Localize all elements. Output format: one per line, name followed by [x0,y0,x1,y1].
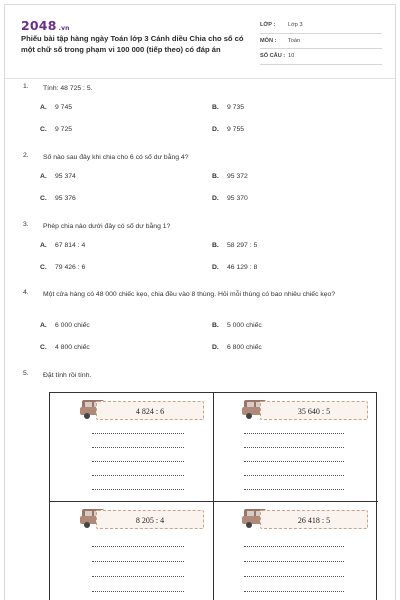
question-number: 4. [23,289,29,296]
option-letter: B. [212,104,219,111]
option-letter: C. [40,126,47,133]
meta-key: SỐ CÂU : [260,53,286,59]
division-expression: 4 824 : 6 [135,407,165,416]
option-letter: B. [212,322,219,329]
logo-tld: .vn [58,25,70,32]
meta-row-count [260,49,382,65]
question-number: 2. [23,152,29,159]
calc-cell-2 [214,393,378,501]
option-letter: D. [212,344,219,351]
option-value: 79 426 : 6 [55,264,86,271]
question-number: 1. [23,83,29,90]
calc-cell-4 [214,502,378,600]
option-letter: B. [212,242,219,249]
option-letter: D. [212,264,219,271]
answer-line[interactable] [244,591,344,592]
worksheet-meta [260,18,382,65]
meta-row-class [260,18,382,34]
division-expression-box [96,401,204,420]
option-value: 9 745 [55,104,73,111]
answer-line[interactable] [244,561,344,562]
division-expression-box [260,401,368,420]
question-text: Số nào sau đây khi chia cho 6 có số dư bằng 4? [43,154,189,161]
question-text: Phép chia nào dưới đây có số dư bằng 1? [43,223,171,230]
option-letter: A. [40,104,47,111]
worksheet-title: Phiếu bài tập hàng ngày Toán lớp 3 Cánh diều Chia cho số có một chữ số trong phạm vi 100 000 (tiếp theo) có đáp án [21,34,244,54]
answer-line[interactable] [92,576,184,577]
meta-value: Toán [288,37,301,44]
option-value: 95 376 [55,195,76,202]
option-value: 95 372 [227,173,248,180]
option-value: 46 129 : 8 [227,264,258,271]
option-letter: C. [40,195,47,202]
answer-line[interactable] [92,447,184,448]
option-value: 9 735 [227,104,245,111]
answer-line[interactable] [244,447,344,448]
meta-key: LỚP : [260,22,276,28]
option-letter: D. [212,126,219,133]
option-value: 58 297 : 5 [227,242,258,249]
answer-line[interactable] [244,461,344,462]
option-value: 9 725 [55,126,73,133]
answer-line[interactable] [244,475,344,476]
option-value: 4 800 chiếc [55,344,90,351]
calculation-table [49,392,377,600]
option-letter: C. [40,344,47,351]
option-value: 67 814 : 4 [55,242,86,249]
question-number: 3. [23,221,29,228]
calc-cell-1 [50,393,213,501]
answer-line[interactable] [92,461,184,462]
option-letter: D. [212,195,219,202]
answer-line[interactable] [92,591,184,592]
option-value: 6 000 chiếc [55,322,90,329]
logo-text: 2048 [21,18,57,33]
answer-line[interactable] [244,433,344,434]
option-letter: B. [212,173,219,180]
answer-line[interactable] [244,546,344,547]
meta-value: Lớp 3 [288,22,303,28]
site-logo[interactable] [21,18,70,33]
option-letter: A. [40,242,47,249]
answer-line[interactable] [92,489,184,490]
option-letter: A. [40,322,47,329]
division-expression-box [96,510,204,529]
question-text: Một cửa hàng có 48 000 chiếc kẹo, chia đều vào 8 thùng. Hỏi mỗi thùng có bao nhiêu chiếc kẹo? [43,291,336,298]
division-expression-box [260,510,368,529]
option-letter: C. [40,264,47,271]
answer-line[interactable] [92,433,184,434]
answer-line[interactable] [244,489,344,490]
question-text: Đặt tính rồi tính. [43,372,92,379]
option-value: 95 370 [227,195,248,202]
division-expression: 26 418 : 5 [297,516,331,525]
answer-line[interactable] [92,546,184,547]
answer-line[interactable] [244,576,344,577]
header-divider [5,78,396,79]
worksheet-page [4,4,396,600]
meta-key: MÔN : [260,37,277,44]
answer-line[interactable] [92,561,184,562]
option-letter: A. [40,173,47,180]
option-value: 9 755 [227,126,245,133]
calc-cell-3 [50,502,213,600]
meta-row-subject [260,34,382,50]
option-value: 6 800 chiếc [227,344,262,351]
answer-line[interactable] [92,475,184,476]
question-number: 5. [23,370,29,377]
division-expression: 8 205 : 4 [135,516,165,525]
option-value: 95 374 [55,173,76,180]
worksheet-header [5,5,396,67]
question-text: Tính: 48 725 : 5. [43,85,93,92]
option-value: 5 000 chiếc [227,322,262,329]
division-expression: 35 640 : 5 [297,407,331,416]
meta-value: 10 [288,53,295,59]
